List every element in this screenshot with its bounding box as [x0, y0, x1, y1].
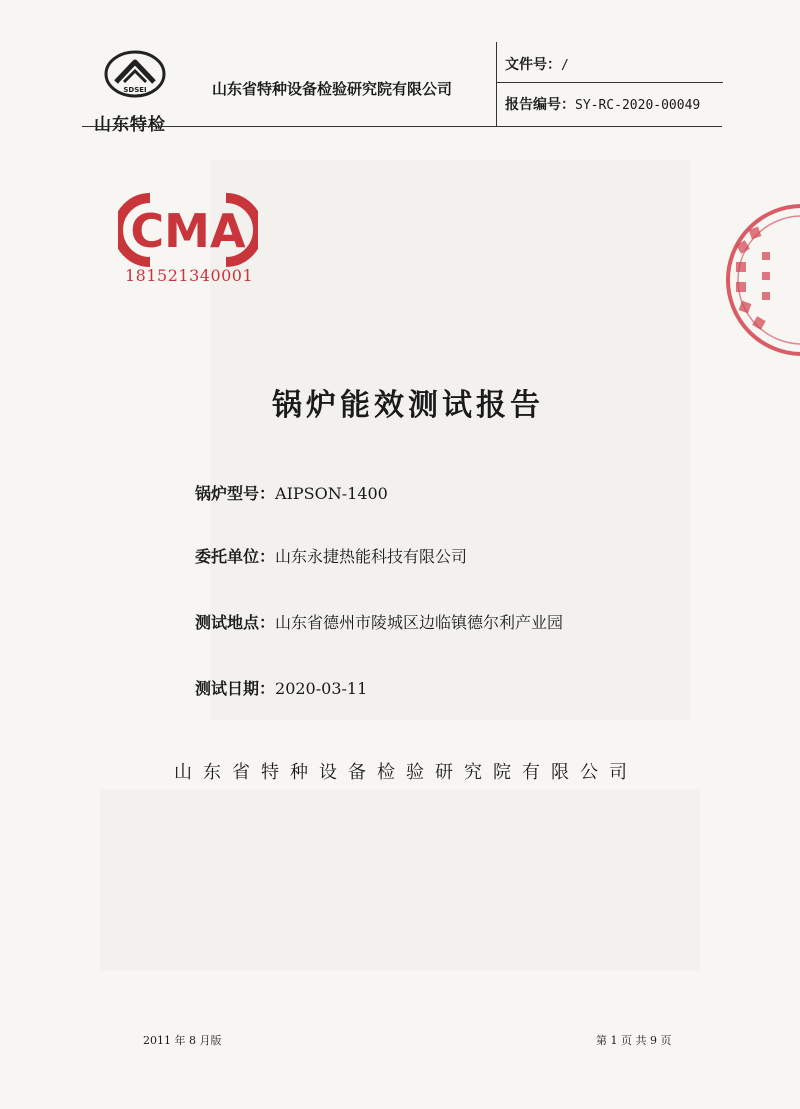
field-label: 锅炉型号： — [195, 484, 276, 503]
field-label: 测试地点： — [195, 613, 276, 632]
official-seal — [722, 192, 800, 368]
field-value: 山东永捷热能科技有限公司 — [275, 547, 468, 566]
logo-text: 山东特检 — [94, 115, 166, 135]
bleed-through-texture — [210, 160, 690, 720]
page-number: 第 1 页 共 9 页 — [596, 1034, 672, 1047]
field-value: 山东省德州市陵城区边临镇德尔利产业园 — [275, 613, 564, 632]
header-rule — [82, 126, 722, 127]
file-number-label: 文件号： — [505, 57, 561, 73]
sdsei-logo — [86, 48, 186, 138]
logo-emblem-icon — [104, 48, 166, 106]
header-org-name: 山东省特种设备检验研究院有限公司 — [212, 80, 453, 98]
file-number-value: / — [561, 58, 569, 73]
field-label: 测试日期： — [195, 679, 276, 698]
cma-logo-icon — [118, 190, 258, 270]
report-title: 锅炉能效测试报告 — [272, 388, 544, 423]
edition-note: 2011 年 8 月版 — [143, 1034, 222, 1047]
logo-abbr: SDSEI — [123, 86, 147, 94]
report-number-value: SY-RC-2020-00049 — [575, 98, 701, 113]
field-test-location — [195, 610, 563, 633]
report-number-label: 报告编号： — [505, 97, 575, 113]
header-info-box — [496, 42, 719, 126]
field-test-date — [195, 676, 367, 699]
file-number-row — [505, 54, 569, 74]
issuer-name: 山东省特种设备检验研究院有限公司 — [174, 762, 638, 783]
cma-number: 181521340001 — [125, 266, 254, 285]
bleed-through-texture — [100, 790, 700, 970]
cma-mark-letters: CMA — [130, 204, 246, 258]
seal-stamp-icon — [722, 192, 800, 368]
field-label: 委托单位： — [195, 547, 276, 566]
field-client — [195, 544, 467, 567]
field-value: 2020-03-11 — [275, 679, 368, 698]
field-boiler-model — [195, 481, 388, 504]
header-divider — [497, 82, 723, 83]
report-number-row — [505, 94, 700, 114]
field-value: AIPSON-1400 — [275, 484, 388, 503]
